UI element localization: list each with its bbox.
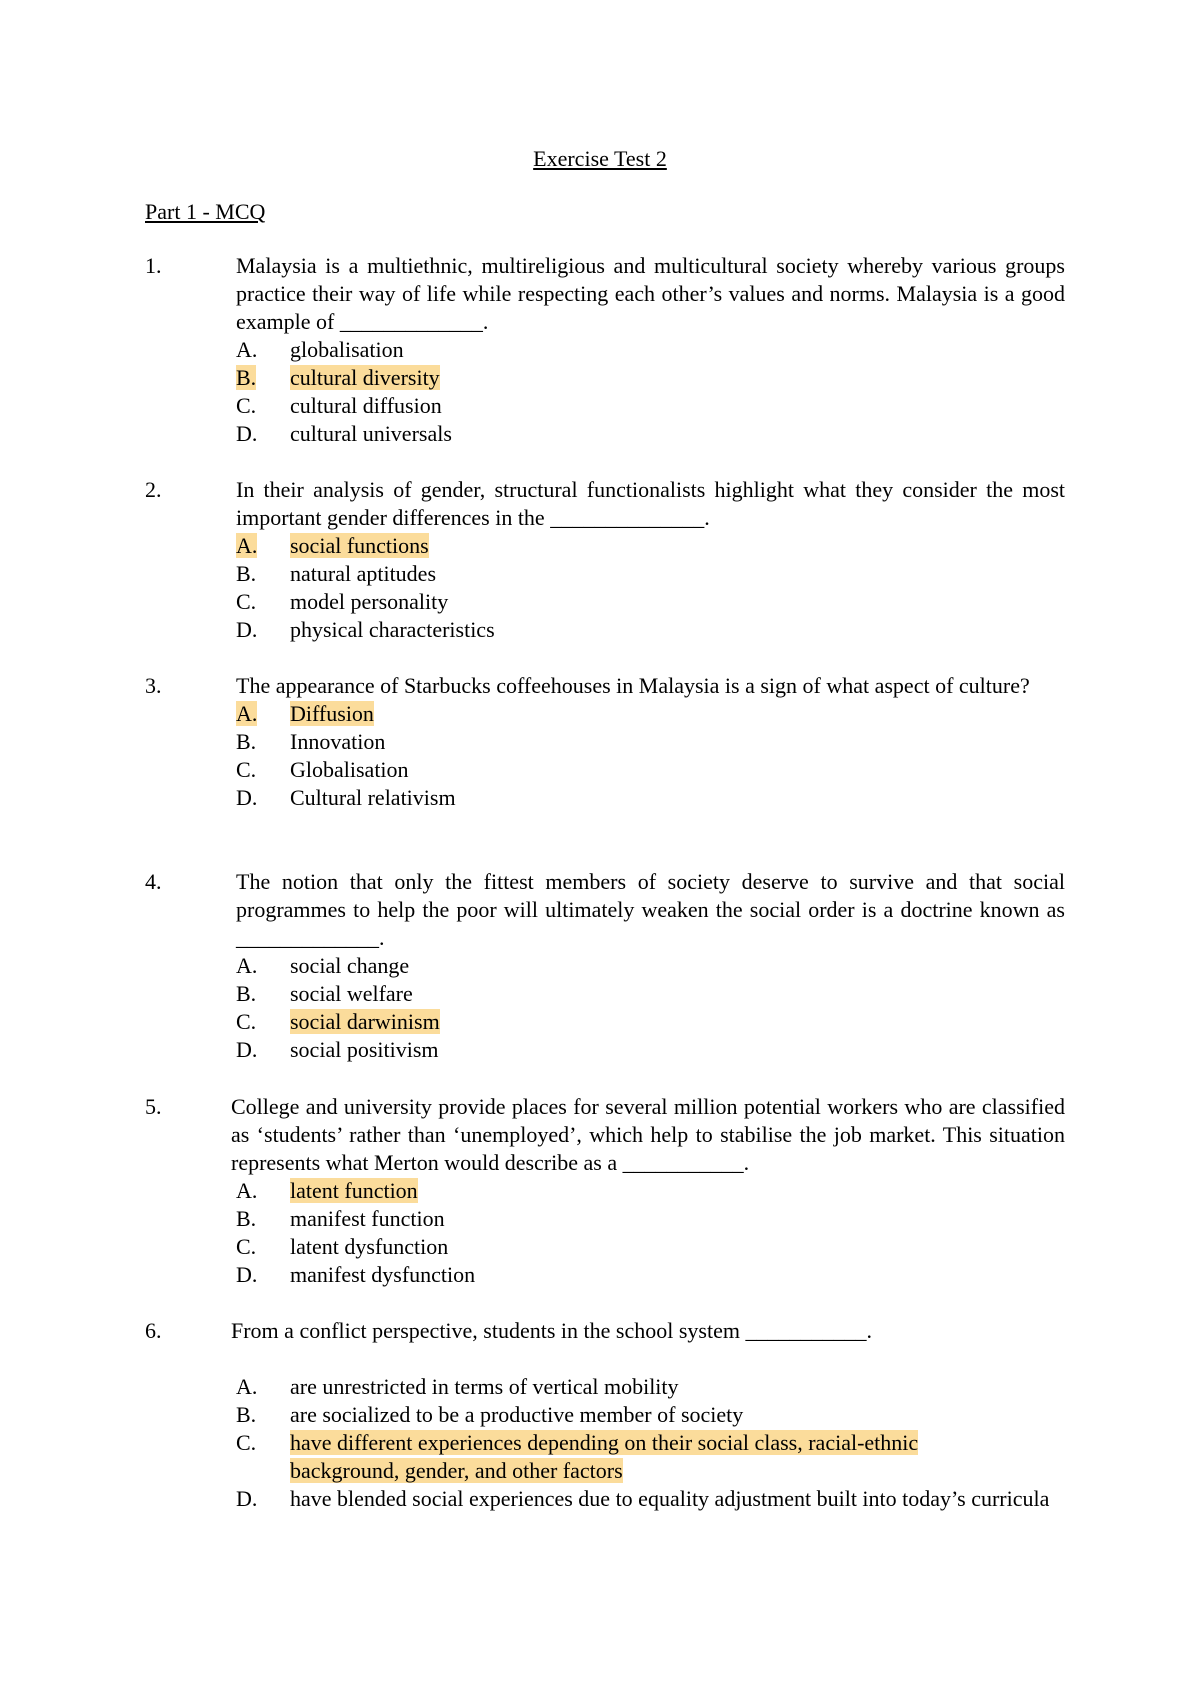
option-letter: B.	[236, 729, 257, 754]
option-a	[236, 952, 1065, 980]
option-a	[236, 1177, 1065, 1205]
option-d	[236, 1036, 1065, 1064]
option-letter: A.	[236, 1374, 258, 1399]
option-a	[236, 336, 1065, 364]
question-number: 5.	[145, 1094, 162, 1119]
option-list	[236, 952, 1065, 1064]
option-list	[236, 700, 1065, 812]
option-text: have blended social experiences due to equality adjustment built into today’s curricula	[290, 1486, 1050, 1511]
option-letter: D.	[236, 1486, 258, 1511]
question-number: 2.	[145, 477, 162, 502]
option-letter: A.	[236, 953, 258, 978]
option-c	[236, 756, 1065, 784]
option-letter: A.	[236, 1178, 258, 1203]
question-6	[145, 1317, 1065, 1513]
document-title: Exercise Test 2	[533, 146, 667, 171]
option-letter: D.	[236, 785, 258, 810]
option-list	[236, 1373, 1065, 1513]
option-letter: C.	[236, 1234, 257, 1259]
option-list	[236, 1177, 1065, 1289]
option-text: globalisation	[290, 337, 404, 362]
option-letter: B.	[236, 981, 257, 1006]
option-text: social positivism	[290, 1037, 439, 1062]
option-d	[236, 616, 1065, 644]
question-text: The notion that only the fittest members of society deserve to survive and that social programmes to help the poor will ultimately weaken the social order is a doctrine known as _____________.	[236, 869, 1065, 950]
option-letter: A.	[236, 701, 258, 726]
option-a	[236, 1373, 1065, 1401]
question-stem	[145, 1317, 1065, 1345]
question-text: The appearance of Starbucks coffeehouses in Malaysia is a sign of what aspect of culture?	[236, 673, 1030, 698]
question-stem	[145, 1093, 1065, 1177]
option-letter: A.	[236, 337, 258, 362]
question-number: 3.	[145, 673, 162, 698]
question-stem	[145, 672, 1065, 700]
option-d	[236, 784, 1065, 812]
option-c	[236, 1429, 1065, 1485]
option-b	[236, 1205, 1065, 1233]
option-text-highlighted: social functions	[290, 533, 429, 558]
option-b	[236, 980, 1065, 1008]
option-b	[236, 364, 1065, 392]
option-letter: D.	[236, 617, 258, 642]
option-text: model personality	[290, 589, 449, 614]
option-text: manifest dysfunction	[290, 1262, 476, 1287]
option-letter: B.	[236, 1206, 257, 1231]
option-c	[236, 392, 1065, 420]
option-letter: C.	[236, 1430, 257, 1455]
question-text: Malaysia is a multiethnic, multireligious and multicultural society whereby various groups practice their way of life while respecting each other’s values and norms. Malaysia is a good example of _____________.	[236, 253, 1065, 334]
option-text-highlighted: latent function	[290, 1178, 418, 1203]
option-text: Cultural relativism	[290, 785, 456, 810]
option-text: social change	[290, 953, 410, 978]
option-text: are unrestricted in terms of vertical mobility	[290, 1374, 679, 1399]
section-heading: Part 1 - MCQ	[145, 199, 266, 224]
question-5	[145, 1093, 1065, 1289]
spacer	[145, 1345, 1065, 1373]
option-letter: D.	[236, 421, 258, 446]
option-c	[236, 1233, 1065, 1261]
option-letter: B.	[236, 561, 257, 586]
question-2	[145, 476, 1065, 644]
question-stem	[145, 252, 1065, 336]
option-text: natural aptitudes	[290, 561, 437, 586]
option-letter: D.	[236, 1037, 258, 1062]
option-b	[236, 1401, 1065, 1429]
option-text: social welfare	[290, 981, 413, 1006]
option-b	[236, 560, 1065, 588]
question-3	[145, 672, 1065, 812]
question-stem	[145, 868, 1065, 952]
option-text-highlighted: have different experiences depending on their social class, racial-ethnic background, gender, and other factors	[290, 1430, 919, 1483]
question-number: 4.	[145, 869, 162, 894]
option-list	[236, 336, 1065, 448]
question-number: 6.	[145, 1318, 162, 1343]
option-text-highlighted: Diffusion	[290, 701, 374, 726]
question-text: In their analysis of gender, structural functionalists highlight what they consider the most important gender differences in the ______________.	[236, 477, 1065, 530]
option-text: Globalisation	[290, 757, 409, 782]
option-a	[236, 700, 1065, 728]
option-letter: B.	[236, 365, 257, 390]
question-4	[145, 868, 1065, 1064]
option-d	[236, 1261, 1065, 1289]
option-d	[236, 1485, 1065, 1513]
option-a	[236, 532, 1065, 560]
option-d	[236, 420, 1065, 448]
question-text: From a conflict perspective, students in the school system ___________.	[231, 1318, 872, 1343]
option-text: cultural diffusion	[290, 393, 442, 418]
option-letter: B.	[236, 1402, 257, 1427]
option-letter: A.	[236, 533, 258, 558]
option-text: physical characteristics	[290, 617, 495, 642]
option-text: are socialized to be a productive member of society	[290, 1402, 744, 1427]
question-number: 1.	[145, 253, 162, 278]
option-text: latent dysfunction	[290, 1234, 449, 1259]
option-list	[236, 532, 1065, 644]
option-letter: C.	[236, 589, 257, 614]
option-c	[236, 588, 1065, 616]
option-text-highlighted: cultural diversity	[290, 365, 440, 390]
option-letter: D.	[236, 1262, 258, 1287]
option-c	[236, 1008, 1065, 1036]
option-text-highlighted: social darwinism	[290, 1009, 440, 1034]
option-text: manifest function	[290, 1206, 445, 1231]
question-1	[145, 252, 1065, 448]
option-letter: C.	[236, 393, 257, 418]
option-text: Innovation	[290, 729, 386, 754]
option-letter: C.	[236, 757, 257, 782]
option-text: cultural universals	[290, 421, 452, 446]
question-text: College and university provide places for several million potential workers who are classified as ‘students’ rather than ‘unemployed’, which help to stabilise the job market. This situation represents what Merton would describe as a ___________.	[231, 1094, 1065, 1175]
question-stem	[145, 476, 1065, 532]
option-letter: C.	[236, 1009, 257, 1034]
option-b	[236, 728, 1065, 756]
